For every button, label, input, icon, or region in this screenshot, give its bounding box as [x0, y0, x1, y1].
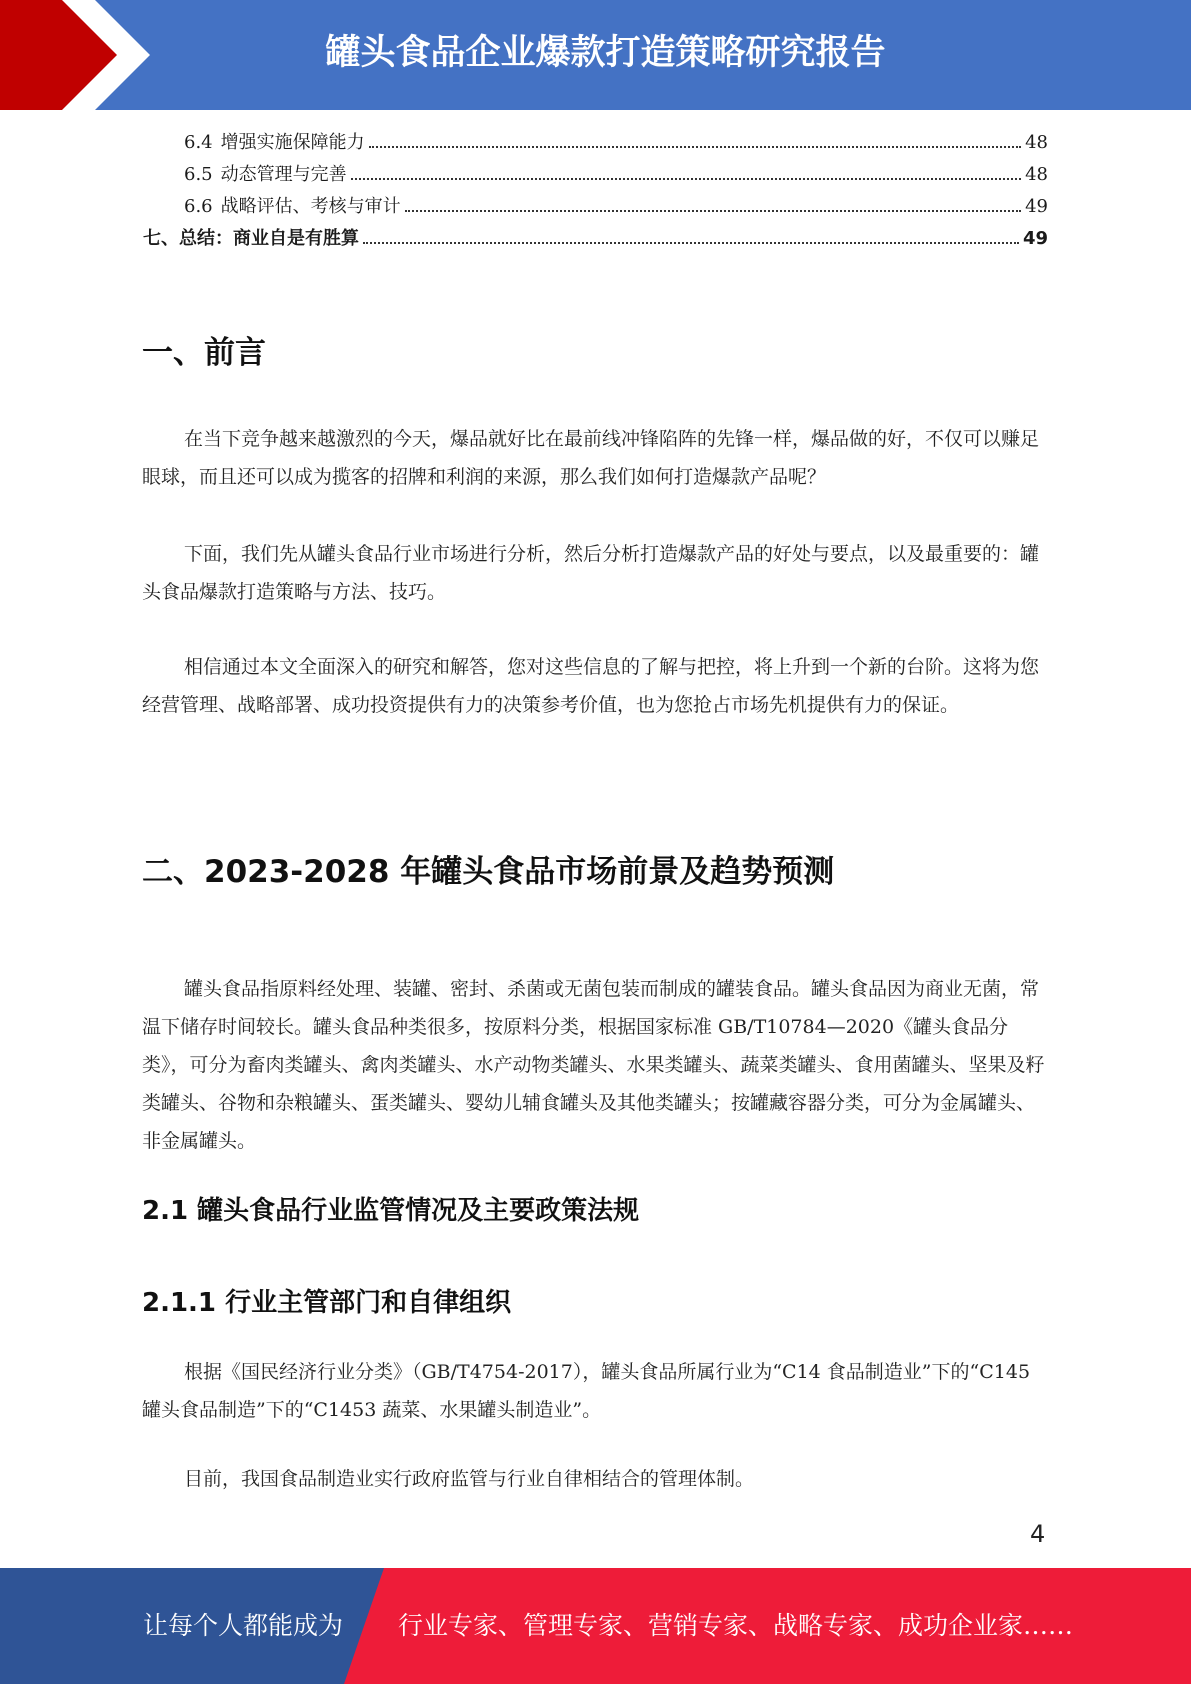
toc-item-page: 49	[1025, 196, 1048, 217]
regulation-paragraph: 根据《国民经济行业分类》（GB/T4754-2017），罐头食品所属行业为“C14 食品制造业”下的“C145 罐头食品制造”下的“C1453 蔬菜、水果罐头制造业”。	[142, 1361, 1031, 1421]
market-paragraph: 罐头食品指原料经处理、装罐、密封、杀菌或无菌包装而制成的罐装食品。罐头食品因为商业无菌，常温下储存时间较长。罐头食品种类很多，按原料分类，根据国家标准 GB/T10784—2020《罐头食品分类》，可分为畜肉类罐头、禽肉类罐头、水产动物类罐头、水果类罐头、蔬菜类罐头、食用菌罐头、坚果及籽类罐头、谷物和杂粮罐头、蛋类罐头、婴幼儿辅食罐头及其他类罐头；按罐藏容器分类，可分为金属罐头、非金属罐头。	[142, 978, 1045, 1152]
toc-item-page: 48	[1025, 164, 1048, 185]
subsection-heading-2-1-1: 2.1.1 行业主管部门和自律组织	[142, 1288, 512, 1318]
toc-item-label: 增强实施保障能力	[220, 132, 365, 153]
footer-slogan-right: 行业专家、管理专家、营销专家、战略专家、成功企业家……	[398, 1611, 1074, 1640]
toc-item-page: 49	[1022, 228, 1048, 249]
preface-paragraph-1: 在当下竞争越来越激烈的今天，爆品就好比在最前线冲锋陷阵的先锋一样，爆品做的好，不仅可以赚足眼球，而且还可以成为揽客的招牌和利润的来源，那么我们如何打造爆款产品呢？	[142, 428, 1040, 488]
page-number: 4	[1030, 1520, 1046, 1548]
toc-item[interactable]	[143, 128, 1048, 160]
toc-item[interactable]	[143, 160, 1048, 192]
report-title: 罐头食品企业爆款打造策略研究报告	[325, 33, 886, 73]
toc-item[interactable]	[143, 224, 1048, 256]
management-paragraph: 目前，我国食品制造业实行政府监管与行业自律相结合的管理体制。	[184, 1468, 755, 1490]
toc-item-page: 48	[1025, 132, 1048, 153]
toc-leader-dots	[405, 210, 1021, 212]
toc-item-label: 七、总结：商业自是有胜算	[143, 228, 359, 249]
toc-item[interactable]	[143, 192, 1048, 224]
page-header	[0, 0, 1191, 110]
toc-item-label: 战略评估、考核与审计	[220, 196, 401, 217]
page-footer	[0, 1568, 1191, 1684]
table-of-contents	[143, 128, 1048, 256]
toc-item-number: 6.4	[184, 132, 213, 153]
preface-paragraph-2: 下面，我们先从罐头食品行业市场进行分析，然后分析打造爆款产品的好处与要点，以及最重要的：罐头食品爆款打造策略与方法、技巧。	[142, 543, 1040, 603]
preface-paragraph-3: 相信通过本文全面深入的研究和解答，您对这些信息的了解与把控，将上升到一个新的台阶。这将为您经营管理、战略部署、成功投资提供有力的决策参考价值，也为您抢占市场先机提供有力的保证。	[142, 656, 1040, 716]
toc-item-number: 6.5	[184, 164, 213, 185]
toc-item-number: 6.6	[184, 196, 213, 217]
market-heading: 二、2023-2028 年罐头食品市场前景及趋势预测	[142, 854, 835, 890]
subsection-heading-2-1: 2.1 罐头食品行业监管情况及主要政策法规	[142, 1196, 640, 1226]
toc-item-label: 动态管理与完善	[220, 164, 347, 185]
toc-leader-dots	[363, 242, 1019, 244]
preface-heading: 一、前言	[142, 335, 266, 371]
footer-slogan-left: 让每个人都能成为	[143, 1611, 344, 1640]
toc-leader-dots	[351, 178, 1021, 180]
toc-leader-dots	[369, 146, 1021, 148]
